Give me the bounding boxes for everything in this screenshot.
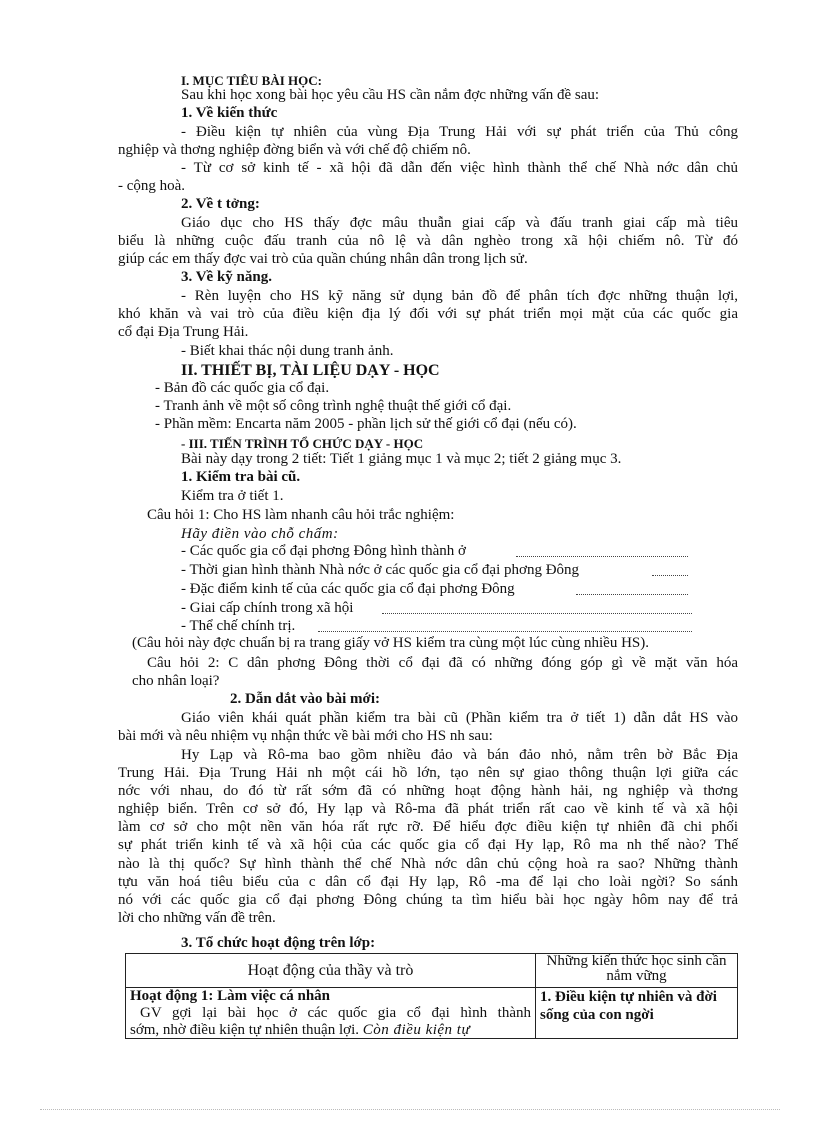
table-header-activities: Hoạt động của thầy và trò: [126, 954, 536, 988]
question-2-line-2: cho nhân loại?: [132, 673, 220, 689]
lead-line-1: Giáo viên khái quát phần kiểm tra bài cũ (Phần kiểm tra ở tiết 1) dẫn dắt HS vào: [181, 710, 738, 726]
attitude-heading: 2. Về t tởng:: [181, 196, 260, 212]
activity-table: [125, 953, 738, 1039]
intro-paragraph-line-5: làm cơ sở cho một nền văn hóa rất rực rỡ. Để hiểu đợc điều kiện tự nhiên đã chi phối: [118, 819, 738, 835]
intro-paragraph-line-8: tựu văn hoá tiêu biểu của c dân cổ đại Hy lạp, Rô -ma để lại cho loài ngời? So sánh: [118, 874, 738, 890]
skill-line-1: - Rèn luyện cho HS kỹ năng sử dụng bản đồ để phân tích đợc những thuận lợi,: [181, 288, 738, 304]
knowledge-cell: 1. Điều kiện tự nhiên và đời sống của con ngời: [536, 988, 738, 1039]
section-2-title: II. THIẾT BỊ, TÀI LIỆU DẠY - HỌC: [181, 362, 440, 379]
intro-paragraph-line-4: nghiệp biển. Trên cơ sở đó, Hy lạp và Rô-ma đã phát triển rất cao về kinh tế và xã hội: [118, 801, 738, 817]
skill-line-4: - Biết khai thác nội dung tranh ảnh.: [181, 343, 394, 359]
intro-paragraph-line-2: Trung Hải. Địa Trung Hải nh một cái hồ lớn, tạo nên sự giao thông thuận lợi giữa các: [118, 765, 738, 781]
activity-line-1: GV gợi lại bài học ở các quốc gia cổ đại hình thành: [140, 1005, 531, 1021]
intro-paragraph-line-10: lời cho những vấn đề trên.: [118, 910, 276, 926]
knowledge-line-3: - Từ cơ sở kinh tế - xã hội đã dẫn đến việc hình thành thể chế Nhà nớc dân chủ: [181, 160, 738, 176]
knowledge-heading: 1. Về kiến thức: [181, 105, 278, 121]
table-header-row: [126, 954, 738, 988]
lead-heading: 2. Dẫn dắt vào bài mới:: [230, 691, 380, 707]
lesson-plan: Bài này dạy trong 2 tiết: Tiết 1 giảng mục 1 và mục 2; tiết 2 giảng mục 3.: [181, 451, 622, 467]
fill-dots-3: [576, 594, 688, 595]
knowledge-line-4: - cộng hoà.: [118, 178, 186, 194]
question-2-line-1: Câu hỏi 2: C dân phơng Đông thời cổ đại đã có những đóng góp gì về mặt văn hóa: [147, 655, 738, 671]
activity-line-2: sớm, nhờ điều kiện tự nhiên thuận lợi.: [130, 1022, 359, 1038]
fill-item-1: - Các quốc gia cổ đại phơng Đông hình thành ở: [181, 543, 466, 559]
skill-line-3: cổ đại Địa Trung Hải.: [118, 324, 249, 340]
intro-paragraph-line-9: nó với các quốc gia cổ đại phơng Đông chúng ta tìm hiểu bài học ngày hôm nay để trả: [118, 892, 738, 908]
skill-heading: 3. Về kỹ năng.: [181, 269, 272, 285]
fill-dots-1: [516, 556, 688, 557]
fill-dots-2: [652, 575, 688, 576]
attitude-line-2: biểu là những cuộc đấu tranh của nô lệ và dân nghèo trong xã hội chiếm nô. Từ đó: [118, 233, 738, 249]
table-header-knowledge: Những kiến thức học sinh cần nắm vững: [536, 954, 738, 988]
activity-title: Hoạt động 1: Làm việc cá nhân: [130, 988, 331, 1004]
question-1: Câu hỏi 1: Cho HS làm nhanh câu hỏi trắc nghiệm:: [147, 507, 455, 523]
section-1-intro: Sau khi học xong bài học yêu cầu HS cần nắm đợc những vấn đề sau:: [181, 87, 600, 103]
intro-paragraph-line-7: nào là thị quốc? Sự hình thành thể chế Nhà nớc dân chủ cộng hoà ra sao? Những thành: [118, 856, 738, 872]
organization-heading: 3. Tổ chức hoạt động trên lớp:: [181, 935, 376, 951]
fill-item-2: - Thời gian hình thành Nhà nớc ở các quốc gia cổ đại phơng Đông: [181, 562, 580, 578]
attitude-line-3: giúp các em thấy đợc vai trò của quần chúng nhân dân trong lịch sử.: [118, 251, 528, 267]
check-heading: 1. Kiểm tra bài cũ.: [181, 469, 301, 485]
fill-item-3: - Đặc điểm kinh tế của các quốc gia cổ đại phơng Đông: [181, 581, 515, 597]
question-note: (Câu hỏi này đợc chuẩn bị ra trang giấy vở HS kiểm tra cùng một lúc cùng nhiều HS).: [132, 635, 649, 651]
intro-paragraph-line-6: sự phát triển kinh tế và xã hội của các quốc gia cổ đại Hy lạp, Rô ma nh thế nào? Thế: [118, 837, 738, 853]
equipment-item-3: - Phần mềm: Encarta năm 2005 - phần lịch sử thế giới cổ đại (nếu có).: [155, 416, 577, 432]
skill-line-2: khó khăn và vai trò của điều kiện địa lý đối với sự phát triển mọi mặt của các quốc gia: [118, 306, 738, 322]
section-1-title: I. MỤC TIÊU BÀI HỌC:: [181, 73, 322, 88]
fill-dots-5: [318, 631, 692, 632]
knowledge-line-2: nghiệp và thơng nghiệp đờng biển và với chế độ chiếm nô.: [118, 142, 471, 158]
activity-line-2-italic: Còn điều kiện tự: [362, 1022, 471, 1038]
fill-instruction: Hãy điền vào chỗ chấm:: [181, 526, 339, 542]
fill-item-4: - Giai cấp chính trong xã hội: [181, 600, 354, 616]
equipment-item-2: - Tranh ảnh về một số công trình nghệ thuật thế giới cổ đại.: [155, 398, 512, 414]
table-row: [126, 988, 738, 1039]
attitude-line-1: Giáo dục cho HS thấy đợc mâu thuẫn giai cấp và đấu tranh giai cấp mà tiêu: [181, 215, 738, 231]
fill-dots-4: [382, 613, 692, 614]
check-line: Kiểm tra ở tiết 1.: [181, 488, 284, 504]
section-3-title: - III. TIẾN TRÌNH TỔ CHỨC DẠY - HỌC: [181, 436, 424, 451]
activity-cell: [126, 988, 536, 1039]
intro-paragraph-line-1: Hy Lạp và Rô-ma bao gồm nhiều đảo và bán đảo nhỏ, nằm trên bờ Bắc Địa: [181, 747, 738, 763]
equipment-item-1: - Bản đồ các quốc gia cổ đại.: [155, 380, 330, 396]
intro-paragraph-line-3: nớc với nhau, do đó từ rất sớm đã có những hoạt động hành hải, ng nghiệp và thơng: [118, 783, 738, 799]
footer-divider: [40, 1109, 780, 1110]
knowledge-line-1: - Điều kiện tự nhiên của vùng Địa Trung Hải với sự phát triển của Thủ công: [181, 124, 738, 140]
lead-line-2: bài mới và nêu nhiệm vụ nhận thức về bài mới cho HS nh sau:: [118, 728, 493, 744]
fill-item-5: - Thể chế chính trị.: [181, 618, 296, 634]
